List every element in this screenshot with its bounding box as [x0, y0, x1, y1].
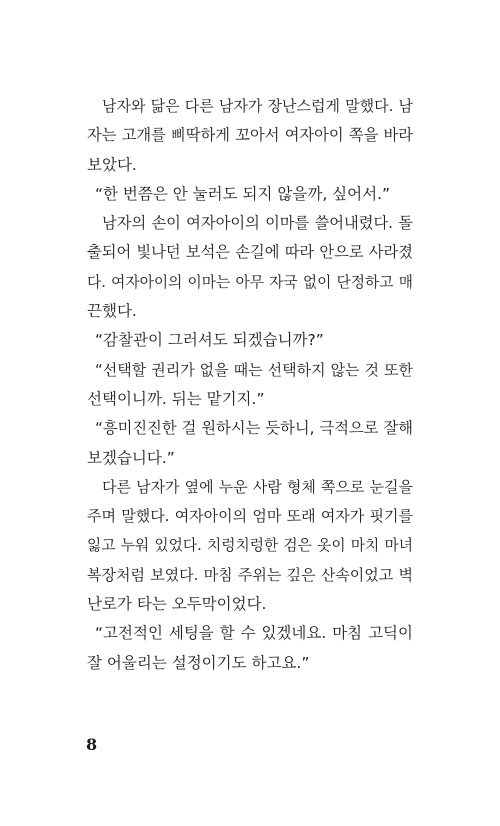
page-number: 8	[86, 735, 98, 754]
text-line: 남자의 손이 여자아이의 이마를 쓸어내렸다. 돌	[102, 214, 413, 233]
text-line: 난로가 타는 오두막이었다.	[87, 595, 267, 614]
text-line: 남자와 닮은 다른 남자가 장난스럽게 말했다. 남	[102, 97, 413, 115]
text-line: “고전적인 세팅을 할 수 있겠네요. 마침 고딕이	[95, 624, 413, 643]
text-line: 보겠습니다.”	[87, 448, 175, 467]
text-line: 자는 고개를 삐딱하게 꼬아서 여자아이 쪽을 바라	[87, 126, 413, 145]
text-line: 잃고 누워 있었다. 치렁치렁한 검은 옷이 마치 마녀	[87, 537, 413, 555]
text-line: 끈했다.	[87, 302, 137, 321]
text-line: 복장처럼 보였다. 마침 주위는 깊은 산속이었고 벽	[87, 565, 413, 584]
text-line: “흥미진진한 걸 원하시는 듯하니, 극적으로 잘해	[95, 419, 413, 438]
text-line: 잘 어울리는 설정이기도 하고요.”	[87, 653, 310, 672]
text-line: 다. 여자아이의 이마는 아무 자국 없이 단정하고 매	[87, 273, 413, 291]
text-line: “선택할 권리가 없을 때는 선택하지 않는 것 또한	[95, 360, 413, 379]
text-line: 주며 말했다. 여자아이의 엄마 또래 여자가 핏기를	[87, 507, 413, 526]
text-line: 출되어 빛나던 보석은 손길에 따라 안으로 사라졌	[87, 243, 413, 262]
text-line: 선택이니까. 뒤는 맡기지.”	[87, 389, 265, 408]
text-line: 보았다.	[87, 155, 137, 174]
text-line: 다른 남자가 옆에 누운 사람 형체 쪽으로 눈길을	[102, 477, 413, 496]
text-line: “감찰관이 그러셔도 되겠습니까?”	[95, 331, 324, 350]
body-text	[87, 92, 413, 678]
text-line: “한 번쯤은 안 눌러도 되지 않을까, 싶어서.”	[95, 184, 391, 203]
